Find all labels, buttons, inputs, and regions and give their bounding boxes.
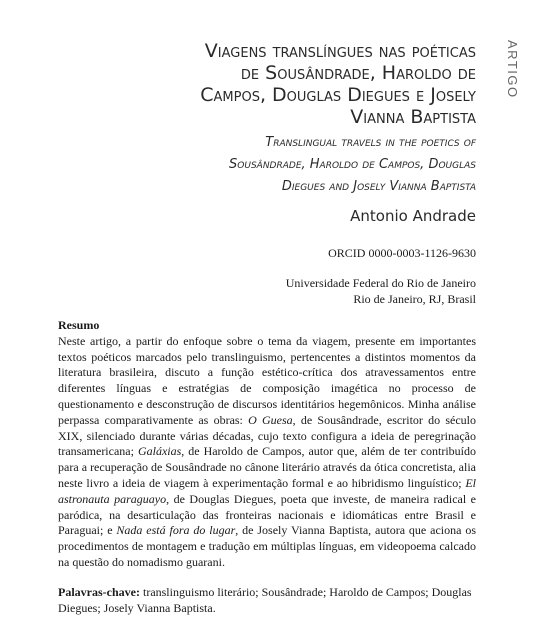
abstract — [58, 318, 476, 571]
orcid-id: ORCID 0000-0003-1126-9630 — [328, 246, 476, 260]
abstract-text: , de Sousândrade, escritor do século XIX, silenciado durante várias décadas, cujo texto configura a ideia de peregrinação transamericana; — [58, 412, 476, 459]
abstract-text: , de Josely Vianna Baptista, autora que aciona os procedimentos de montagem e tradução em múltiplas línguas, em videopoema calcado na questão do nomadismo guarani. — [58, 523, 476, 569]
title-en-line: Translingual travels in the poetics of — [265, 135, 476, 150]
affiliation — [286, 275, 476, 307]
abstract-text: Neste artigo, a partir do enfoque sobre o tema da viagem, presente em importantes textos poéticos marcados pelo translinguismo, pertencentes a distintos momentos da literatura brasileira, discuto a função estético-crítica dos atravessamentos entre diferentes línguas e estratégias de composição imagética no processo de questionamento e desconstrução de discursos identitários hegemônicos. Minha análise perpassa comparativamente as obras: — [58, 333, 476, 427]
work-title: O Guesa — [248, 412, 293, 427]
author-name: Antonio Andrade — [350, 207, 476, 225]
affiliation-location: Rio de Janeiro, RJ, Brasil — [353, 292, 476, 306]
work-title: Galáxias — [137, 444, 182, 459]
abstract-text: , de Haroldo de Campos, autor que, além de ter contribuído para a recuperação de Sousândrade no cânone literário através da ótica concretista, alia neste livro a ideia de viagem à experimentação formal e ao hibridismo linguístico; — [58, 444, 476, 490]
work-title: Nada está fora do lugar — [116, 523, 236, 538]
article-title-en — [116, 132, 476, 198]
title-en-line: Diegues and Josely Vianna Baptista — [281, 179, 476, 194]
keywords — [58, 585, 476, 617]
keywords-label: Palavras-chave: — [58, 585, 140, 599]
keywords-text: translinguismo literário; Sousândrade; Haroldo de Campos; Douglas Diegues; Josely Vianna Baptista. — [58, 585, 472, 615]
title-line: Vianna Baptista — [350, 106, 476, 128]
work-title: El astronauta paraguayo — [58, 475, 476, 506]
affiliation-institution: Universidade Federal do Rio de Janeiro — [285, 276, 476, 290]
article-title-pt — [116, 40, 476, 128]
section-label: ARTIGO — [505, 40, 520, 99]
title-line: Viagens translíngues nas poéticas — [204, 40, 476, 62]
abstract-text: , de Douglas Diegues, poeta que investe, de maneira radical e paródica, na desarticulação das fronteiras nacionais e idiomáticas entre Brasil e Paraguai; e — [58, 491, 477, 538]
title-en-line: Sousândrade, Haroldo de Campos, Douglas — [229, 157, 476, 172]
title-line: Campos, Douglas Diegues e Josely — [200, 84, 476, 106]
abstract-heading: Resumo — [58, 318, 100, 332]
title-line: de Sousândrade, Haroldo de — [240, 62, 476, 84]
